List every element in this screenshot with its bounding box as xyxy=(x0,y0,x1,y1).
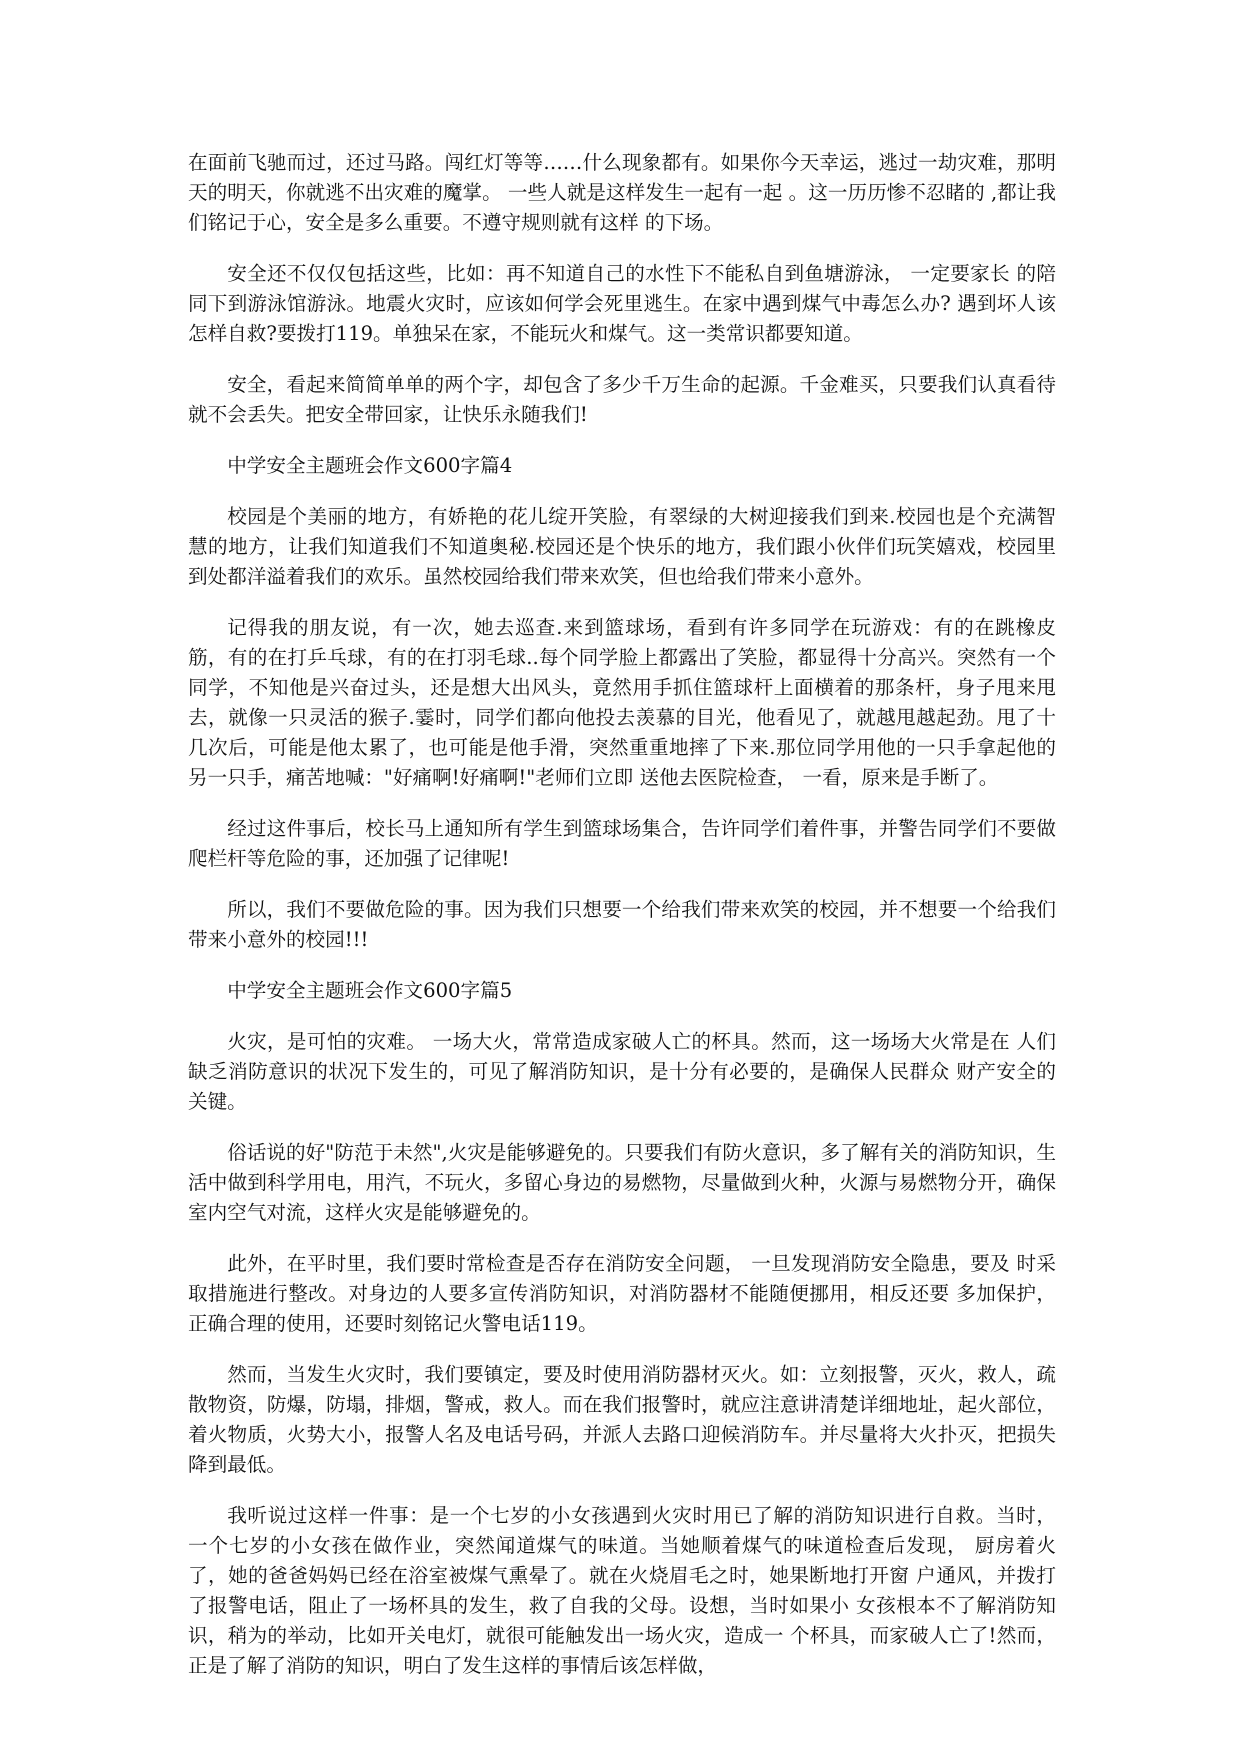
paragraph: 火灾，是可怕的灾难。 一场大火，常常造成家破人亡的杯具。然而，这一场场大火常是在 人们缺乏消防意识的状况下发生的，可见了解消防知识，是十分有必要的，是确保人民群众 财产安全的关键。 xyxy=(188,1030,1056,1113)
paragraph: 我听说过这样一件事：是一个七岁的小女孩遇到火灾时用已了解的消防知识进行自救。当时， 一个七岁的小女孩在做作业，突然闻道煤气的味道。当她顺着煤气的味道检查后发现， 厨房着火了，她的爸爸妈妈已经在浴室被煤气熏晕了。就在火烧眉毛之时，她果断地打开窗 户通风，并拨打了报警电话，阻止了一场杯具的发生，救了自我的父母。设想，当时如果小 女孩根本不了解消防知识，稍为的举动，比如开关电灯，就很可能触发出一场火灾，造成一 个杯具，而家破人亡了!然而，正是了解了消防的知识，明白了发生这样的事情后该怎样做， xyxy=(188,1504,1056,1677)
paragraph: 所以，我们不要做危险的事。因为我们只想要一个给我们带来欢笑的校园，并不想要一个给我们带来小意外的校园!!! xyxy=(188,898,1056,951)
section-heading: 中学安全主题班会作文600字篇5 xyxy=(227,979,513,1002)
paragraph: 记得我的朋友说，有一次，她去巡查.来到篮球场，看到有许多同学在玩游戏：有的在跳橡皮筋，有的在打乒乓球，有的在打羽毛球..每个同学脸上都露出了笑脸，都显得十分高兴。突然有一个同学，不知他是兴奋过头，还是想大出风头，竟然用手抓住篮球杆上面横着的那条杆，身子甩来甩去，就像一只灵活的猴子.霎时，同学们都向他投去羡慕的目光，他看见了，就越甩越起劲。甩了十几次后，可能是他太累了，也可能是他手滑，突然重重地摔了下来.那位同学用他的一只手拿起他的另一只手，痛苦地喊："好痛啊!好痛啊!"老师们立即 送他去医院检查， 一看，原来是手断了。 xyxy=(188,616,1056,789)
paragraph: 经过这件事后，校长马上通知所有学生到篮球场集合，告许同学们着件事，并警告同学们不要做爬栏杆等危险的事，还加强了记律呢! xyxy=(188,817,1056,870)
paragraph: 然而，当发生火灾时，我们要镇定，要及时使用消防器材灭火。如：立刻报警，灭火，救人，疏散物资，防爆，防塌，排烟，警戒，救人。而在我们报警时，就应注意讲清楚详细地址，起火部位，着火物质，火势大小，报警人名及电话号码，并派人去路口迎候消防车。并尽量将大火扑灭，把损失降到最低。 xyxy=(188,1363,1056,1476)
paragraph: 俗话说的好"防范于未然",火灾是能够避免的。只要我们有防火意识，多了解有关的消防知识，生活中做到科学用电，用汽，不玩火，多留心身边的易燃物，尽量做到火种，火源与易燃物分开，确保室内空气对流，这样火灾是能够避免的。 xyxy=(188,1141,1056,1224)
section-heading: 中学安全主题班会作文600字篇4 xyxy=(227,454,513,477)
paragraph: 安全还不仅仅包括这些，比如：再不知道自己的水性下不能私自到鱼塘游泳， 一定要家长 的陪同下到游泳馆游泳。地震火灾时，应该如何学会死里逃生。在家中遇到煤气中毒怎么办? 遇到坏人该怎样自救?要拨打119。单独呆在家，不能玩火和煤气。这一类常识都要知道。 xyxy=(188,262,1056,345)
document-page xyxy=(188,148,1056,1702)
paragraph: 安全，看起来简简单单的两个字，却包含了多少千万生命的起源。千金难买，只要我们认真看待就不会丢失。把安全带回家，让快乐永随我们! xyxy=(188,373,1056,426)
paragraph: 此外，在平时里，我们要时常检查是否存在消防安全问题， 一旦发现消防安全隐患，要及 时采取措施进行整改。对身边的人要多宣传消防知识，对消防器材不能随便挪用，相反还要 多加保护，正确合理的使用，还要时刻铭记火警电话119。 xyxy=(188,1252,1056,1335)
paragraph: 校园是个美丽的地方，有娇艳的花儿绽开笑脸，有翠绿的大树迎接我们到来.校园也是个充满智慧的地方，让我们知道我们不知道奥秘.校园还是个快乐的地方，我们跟小伙伴们玩笑嬉戏，校园里到处都洋溢着我们的欢乐。虽然校园给我们带来欢笑，但也给我们带来小意外。 xyxy=(188,505,1056,588)
paragraph-continued: 在面前飞驰而过，还过马路。闯红灯等等……什么现象都有。如果你今天幸运，逃过一劫灾难，那明天的明天，你就逃不出灾难的魔掌。 一些人就是这样发生一起有一起 。这一历历惨不忍睹的 ,都让我们铭记于心，安全是多么重要。不遵守规则就有这样 的下场。 xyxy=(188,151,1056,234)
